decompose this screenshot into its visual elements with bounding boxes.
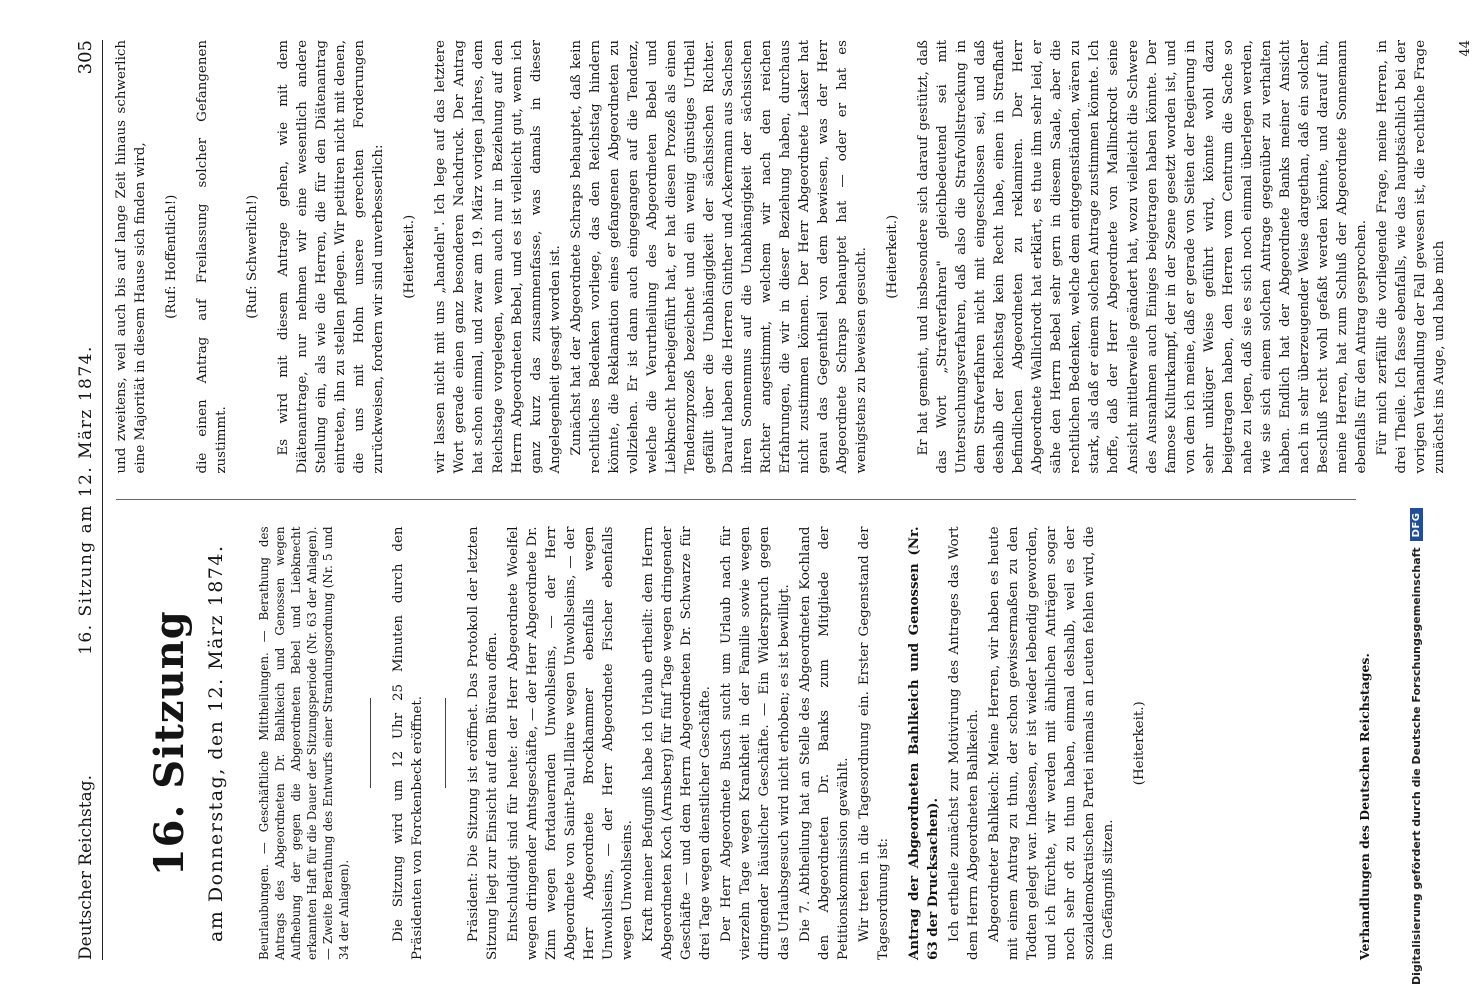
paragraph: und zweitens, weil auch bis auf lange Zeit hinaus schwerlich eine Majorität in diesem Hause sich finden wird, [114,40,149,474]
page-number: 305 [75,40,96,75]
left-column [112,527,1360,961]
interjection: (Heiterkeit.) [402,214,418,299]
signature-mark: 44 [1458,40,1474,57]
paragraph: Er hat gemeint, und insbesondere sich darauf gestützt, daß das Wort „Strafverfahren" gleichbedeutend sei mit Untersuchungsverfahren, daß also die Strafvollstreckung in dem Strafverfahren nicht mit eingeschlossen sei, und daß deshalb der Reichstag kein Recht habe, einen in Strafhaft befindlichen Abgeordneten zu reklamiren. Der Herr Abgeordnete Wallichrodt hat erklärt, es thue ihm sehr leid, er sähe den Herrn Bebel sehr gern in diesem Saale, aber die rechtlichen Bedenken, welche dem entgegenständen, wären zu stark, als daß er einem solchen Antrage zustimmen könnte. Ich hoffe, daß der Herr Abgeordnete von Mallinckrodt seine Ansicht mittlerweile geändert hat, wozu vielleicht die Schwere des Ausnahmen auch Einiges beigetragen haben könnte. Der famose Kulturkampf, der in der Szene gesetzt worden ist, und von dem ich meine, daß er gerade von Seiten der Regierung in sehr unklüger Weise geführt wird, könnte wohl dazu beigetragen haben, den Herren vom Centrum die Sache so nahe zu legen, daß sie es sich noch einmal überlegen werden, wie sie sich einem solchen Antrage gegenüber zu verhalten haben. Endlich hat der Abgeordnete Banks meiner Ansicht nach in sehr überzeugender Weise dargethan, daß ein solcher Beschluß recht wohl gefaßt werden könnte, und darauf hin, meine Herren, hat zum Schluß der Abgeordnete Sonnemann ebenfalls für den Antrag gesprochen. [916,40,1369,474]
header-rule [102,40,103,960]
running-head-center: 16. Sitzung am 12. März 1874. [76,345,96,655]
credit-text: Digitalisierung gefördert durch die Deutsche Forschungsgemeinschaft [1410,547,1423,985]
running-head-left: Deutscher Reichstag. [76,775,96,960]
running-head [70,40,96,960]
session-title: 16. Sitzung [146,610,193,877]
paragraph: Kraft meiner Befugniß habe ich Urlaub ertheilt: dem Herrn Abgeordneten Koch (Arnsberg) für fünf Tage wegen dringender Geschäfte — und dem Herrn Abgeordneten Dr. Schwarze für drei Tage wegen dienstlicher Geschäfte. [641,526,714,960]
section-rule [370,698,371,788]
paragraph: Entschuldigt sind für heute: der Herr Abgeordnete Woelfel wegen dringender Amtsgeschäfte, — der Herr Abgeordnete Dr. Zinn wegen fortdauernden Unwohlseins, — der Herr Abgeordnete von Saint-Paul-Illaire wegen Unwohlseins, — der Herr Abgeordnete Brockhammer ebenfalls wegen Unwohlseins, — der Herr Abgeordnete Fischer ebenfalls wegen Unwohlseins. [506,526,636,960]
column-divider [116,500,1356,501]
paragraph: Ich ertheile zunächst zur Motivirung des Antrages das Wort dem Herrn Abgeordneten Bahlkeich. [946,526,981,960]
paragraph: die einen Antrag auf Freilassung solcher Gefangenen zustimmt. [195,40,230,474]
session-date: am Donnerstag, den 12. März 1874. [204,544,227,943]
paragraph: wir lassen nicht mit uns „handeln". Ich lege auf das letztere Wort gerade einen ganz besonderen Nachdruck. Der Antrag hat schon einmal, und zwar am 19. März vorigen Jahres, dem Reichstage vorgelegen, wenn auch nur in Beziehung auf den Herrn Abgeordneten Bebel, und es ist vielleicht gut, wenn ich ganz kurz das zusammenfasse, was damals in dieser Angelegenheit gesagt worden ist. [433,40,563,474]
interjection: (Ruf: Hoffentlich!) [164,194,180,319]
dfg-logo: DFG [1410,508,1423,541]
paragraph: Die Sitzung wird um 12 Uhr 25 Minuten durch den Präsidenten von Forckenbeck eröffnet. [390,526,425,960]
paragraph: Der Herr Abgeordnete Busch sucht um Urlaub nach für vierzehn Tage wegen Krankheit in der Familie sowie wegen dringender häuslicher Geschäfte. — Ein Widerspruch gegen das Urlaubsgesuch wird nicht erhoben; es ist bewilligt. [719,526,792,960]
speaker-paragraph: Abgeordneter Bahlkeich: Meine Herren, wir haben es heute mit einem Antrag zu thun, der schon gewissermaßen zu den Todten gelegt war. Indessen, er ist wieder lebendig geworden, und ich fürchte, wir werden mit ähnlichen Anträgen sogar noch sehr oft zu thun haben, einmal deshalb, weil es der sozialdemokratischen Partei niemals an Leuten fehlen wird, die im Gefängniß sitzen. [986,526,1117,960]
right-column [112,40,1474,474]
interjection: (Heiterkeit.) [1132,701,1148,786]
interjection: (Ruf: Schwerlich!) [245,194,261,319]
paragraph: Wir treten in die Tagesordnung ein. Erster Gegenstand der Tagesordnung ist: [856,526,891,960]
paragraph: Die 7. Abtheilung hat an Stelle des Abgeordneten Kochland den Abgeordneten Dr. Banks zum Mitgliede der Petitionskommission gewählt. [797,526,851,960]
footer-note: Verhandlungen des Deutschen Reichstages. [1357,653,1372,960]
paragraph: Für mich zerfällt die vorliegende Frage, meine Herren, in drei Theile. Ich fasse ebenfalls, wie das hauptsächlich bei der vorigen Verhandlung der Fall gewesen ist, die rechtliche Frage zunächst ins Auge, und habe mich [1374,40,1447,474]
motion-heading: Antrag der Abgeordneten Bahlkeich und Genossen (Nr. 63 der Drucksachen). [905,526,941,960]
interjection: (Heiterkeit.) [885,214,901,299]
paragraph: Es wird mit diesem Antrage gehen, wie mit dem Diätenantrage, nur nehmen wir eine wesentlich andere Stellung ein, als wie die Herren, die für den Diätenantrag eintreten, ihn zu stellen pflegen. Wir petitiren nicht mit denen, die uns mit Hohn unsere gerechten Forderungen zurückweisen, fordern wir sind unverbesserlich: [276,40,387,474]
digitization-credit [1410,508,1423,985]
paragraph: Zunächst hat der Abgeordnete Schraps behauptet, daß kein rechtliches Bedenken vorliege, das den Reichstag hindern könnte, die Reklamation eines gefangenen Abgeordneten zu vollziehen. Er ist dann auch eingegangen auf die Tendenz, welche die Verurtheilung des Abgeordneten Bebel und Liebknecht herbeigeführt hat, er hat diesen Prozeß als einen Tendenzprozeß bezeichnet und ein wenig günstiges Urtheil gefällt über die Unabhängigkeit der sächsischen Richter. Darauf haben die Herren Ginther und Ackermann aus Sachsen ihren Sonnenmus auf die Unabhängigkeit der sächsischen Richter angestimmt, welchem wir nach den reichen Erfahrungen, die wir in dieser Beziehung haben, durchaus nicht zustimmen können. Der Herr Abgeordnete Lasker hat genau das Gegentheil von dem bewiesen, was der Herr Abgeordnete Schraps behauptet hat — oder er hat es wenigstens zu beweisen gesucht. [568,40,870,474]
paragraph: Präsident: Die Sitzung ist eröffnet. Das Protokoll der letzten Sitzung liegt zur Einsicht auf dem Büreau offen. [466,526,501,960]
session-summary: Beurlaubungen. — Geschäftliche Mittheilungen. — Berathung des Antrags des Abgeordneten Dr. Bahlkeich und Genossen wegen Aufhebung der gegen die Abgeordneten Bebel und Liebknecht erkannten Haft für die Dauer der Sitzungsperiode (Nr. 63 der Anlagen). — Zweite Berathung des Entwurfs einer Strandungsordnung (Nr. 5 und 34 der Anlagen). [256,526,351,960]
section-rule [445,698,446,788]
